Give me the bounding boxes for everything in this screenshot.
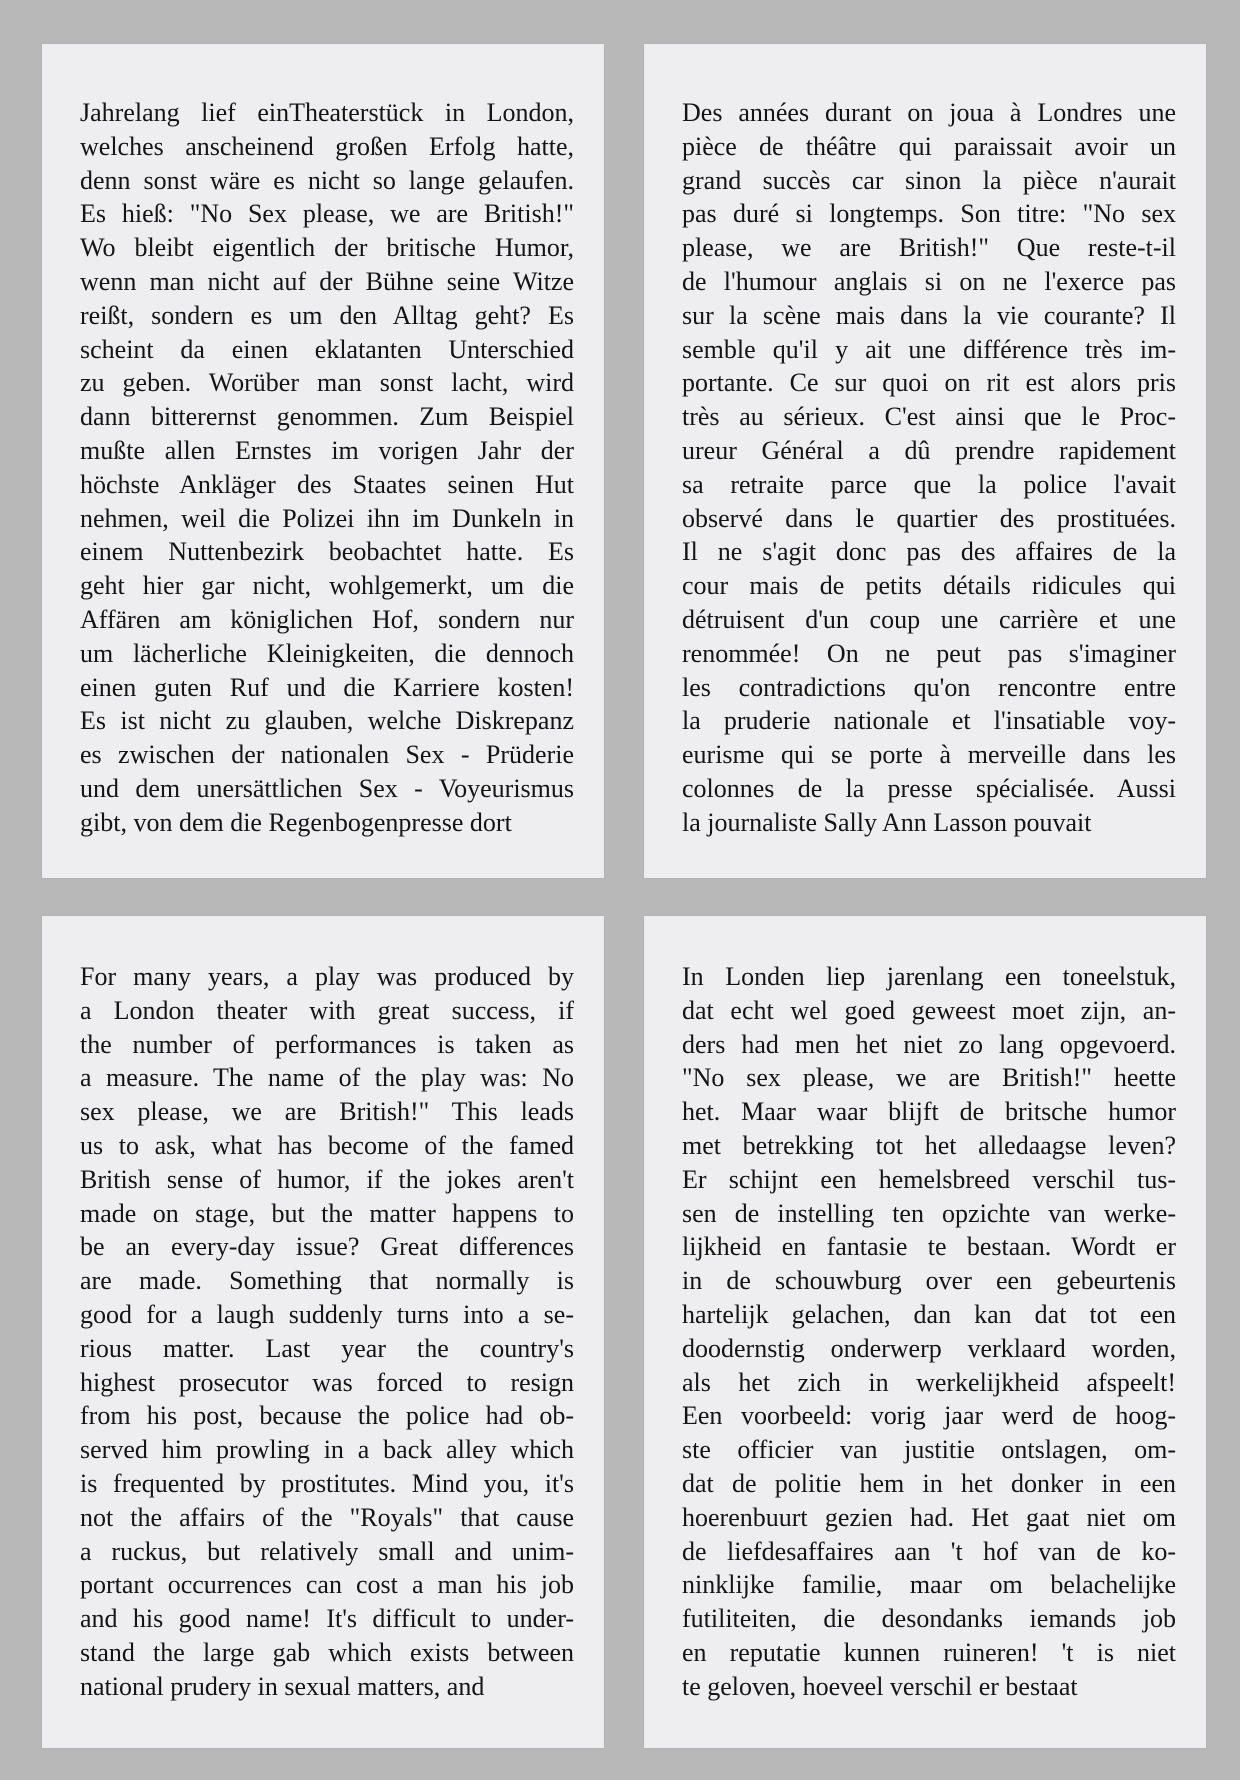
text-line: colonnes de la presse spécialisée. Aussi	[682, 773, 1176, 803]
text-line: hartelijk gelachen, dan kan dat tot een	[682, 1299, 1176, 1329]
text-line: Er schijnt een hemelsbreed verschil tus-	[682, 1164, 1176, 1194]
text-line: In Londen liep jarenlang een toneelstuk,	[682, 962, 1176, 991]
text-line: ders had men het niet zo lang opgevoerd.	[682, 1029, 1176, 1059]
text-line: served him prowling in a back alley which	[80, 1435, 574, 1465]
text-line: sex please, we are British!" This leads	[80, 1097, 574, 1127]
text-line: en reputatie kunnen ruineren! 't is niet	[682, 1637, 1176, 1667]
text-line: geht hier gar nicht, wohlgemerkt, um die	[80, 571, 574, 601]
text-line: are made. Something that normally is	[80, 1266, 574, 1296]
text-line: pas duré si longtemps. Son titre: "No sex	[682, 199, 1176, 229]
text-line: la journaliste Sally Ann Lasson pouvait	[682, 807, 1092, 837]
text-line: For many years, a play was produced by	[80, 962, 574, 991]
dutch-paragraph	[682, 960, 1176, 1704]
text-line: ninklijke familie, maar om belachelijke	[682, 1570, 1176, 1600]
text-line: zu geben. Worüber man sonst lacht, wird	[80, 368, 574, 398]
text-line: très au sérieux. C'est ainsi que le Proc-	[682, 402, 1176, 432]
text-line: lijkheid en fantasie te bestaan. Wordt er	[682, 1232, 1176, 1262]
text-line: be an every-day issue? Great differences	[80, 1232, 574, 1262]
text-line: cour mais de petits détails ridicules qui	[682, 571, 1176, 601]
text-line: welches anscheinend großen Erfolg hatte,	[80, 131, 574, 161]
text-line: British sense of humor, if the jokes aren't	[80, 1164, 574, 1194]
text-line: einen guten Ruf und die Karriere kosten!	[80, 672, 574, 702]
text-line: semble qu'il y ait une différence très im-	[682, 334, 1176, 364]
text-line: es zwischen der nationalen Sex - Prüderie	[80, 740, 574, 770]
text-line: grand succès car sinon la pièce n'aurait	[682, 165, 1176, 195]
text-line: und dem unersättlichen Sex - Voyeurismus	[80, 773, 574, 803]
text-line: portant occurrences can cost a man his job	[80, 1570, 574, 1600]
text-line: and his good name! It's difficult to under-	[80, 1604, 574, 1634]
text-line: please, we are British!" Que reste-t-il	[682, 233, 1176, 263]
text-line: um lächerliche Kleinigkeiten, die dennoch	[80, 638, 574, 668]
text-line: ureur Général a dû prendre rapidement	[682, 435, 1176, 465]
text-line: dat echt wel goed geweest moet zijn, an-	[682, 995, 1176, 1025]
text-line: pièce de théâtre qui paraissait avoir un	[682, 131, 1176, 161]
text-line: eurisme qui se porte à merveille dans les	[682, 740, 1176, 770]
text-line: mußte allen Ernstes im vorigen Jahr der	[80, 435, 574, 465]
text-line: highest prosecutor was forced to resign	[80, 1367, 574, 1397]
text-line: rious matter. Last year the country's	[80, 1333, 574, 1363]
text-line: us to ask, what has become of the famed	[80, 1130, 574, 1160]
text-line: a measure. The name of the play was: No	[80, 1063, 574, 1093]
text-line: is frequented by prostitutes. Mind you, it's	[80, 1468, 574, 1498]
text-line: ste officier van justitie ontslagen, om-	[682, 1435, 1176, 1465]
text-line: Een voorbeeld: vorig jaar werd de hoog-	[682, 1401, 1176, 1431]
text-line: in de schouwburg over een gebeurtenis	[682, 1266, 1176, 1296]
text-line: the number of performances is taken as	[80, 1029, 574, 1059]
text-line: reißt, sondern es um den Alltag geht? Es	[80, 300, 574, 330]
text-line: wenn man nicht auf der Bühne seine Witze	[80, 266, 574, 296]
text-line: dat de politie hem in het donker in een	[682, 1468, 1176, 1498]
text-line: gibt, von dem die Regenbogenpresse dort	[80, 807, 512, 837]
text-line: made on stage, but the matter happens to	[80, 1198, 574, 1228]
text-line: good for a laugh suddenly turns into a se-	[80, 1299, 574, 1329]
text-line: nehmen, weil die Polizei ihn im Dunkeln in	[80, 503, 574, 533]
text-line: la pruderie nationale et l'insatiable voy-	[682, 706, 1176, 736]
text-line: portante. Ce sur quoi on rit est alors pris	[682, 368, 1176, 398]
text-line: höchste Ankläger des Staates seinen Hut	[80, 469, 574, 499]
text-line: Es hieß: "No Sex please, we are British!"	[80, 199, 574, 229]
text-line: Jahrelang lief einTheaterstück in London,	[80, 98, 574, 127]
text-line: scheint da einen eklatanten Unterschied	[80, 334, 574, 364]
dutch-text-panel	[644, 916, 1206, 1748]
text-line: from his post, because the police had ob-	[80, 1401, 574, 1431]
text-line: a London theater with great success, if	[80, 995, 574, 1025]
text-line: Il ne s'agit donc pas des affaires de la	[682, 537, 1176, 567]
text-line: sa retraite parce que la police l'avait	[682, 469, 1176, 499]
text-line: Wo bleibt eigentlich der britische Humor,	[80, 233, 574, 263]
text-line: doodernstig onderwerp verklaard worden,	[682, 1333, 1176, 1363]
text-line: hoerenbuurt gezien had. Het gaat niet om	[682, 1502, 1176, 1532]
french-paragraph	[682, 96, 1176, 840]
text-line: les contradictions qu'on rencontre entre	[682, 672, 1176, 702]
text-line: renommée! On ne peut pas s'imaginer	[682, 638, 1176, 668]
text-line: futiliteiten, die desondanks iemands job	[682, 1604, 1176, 1634]
english-paragraph	[80, 960, 574, 1704]
french-text-panel	[644, 44, 1206, 878]
text-line: te geloven, hoeveel verschil er bestaat	[682, 1671, 1078, 1701]
text-line: détruisent d'un coup une carrière et une	[682, 604, 1176, 634]
text-line: sen de instelling ten opzichte van werke-	[682, 1198, 1176, 1228]
english-text-panel	[42, 916, 604, 1748]
text-line: de liefdesaffaires aan 't hof van de ko-	[682, 1536, 1176, 1566]
german-paragraph	[80, 96, 574, 840]
text-line: "No sex please, we are British!" heette	[682, 1063, 1176, 1093]
text-line: national prudery in sexual matters, and	[80, 1671, 485, 1701]
text-line: Affären am königlichen Hof, sondern nur	[80, 604, 574, 634]
text-line: dann bitterernst genommen. Zum Beispiel	[80, 402, 574, 432]
text-line: het. Maar waar blijft de britsche humor	[682, 1097, 1176, 1127]
text-line: einem Nuttenbezirk beobachtet hatte. Es	[80, 537, 574, 567]
text-line: observé dans le quartier des prostituées.	[682, 503, 1176, 533]
text-line: a ruckus, but relatively small and unim-	[80, 1536, 574, 1566]
text-line: Es ist nicht zu glauben, welche Diskrepanz	[80, 706, 574, 736]
text-line: not the affairs of the "Royals" that cause	[80, 1502, 574, 1532]
text-line: als het zich in werkelijkheid afspeelt!	[682, 1367, 1176, 1397]
text-line: denn sonst wäre es nicht so lange gelaufen.	[80, 165, 574, 195]
text-line: sur la scène mais dans la vie courante? Il	[682, 300, 1176, 330]
text-line: Des années durant on joua à Londres une	[682, 98, 1176, 127]
text-line: met betrekking tot het alledaagse leven?	[682, 1130, 1176, 1160]
text-line: stand the large gab which exists between	[80, 1637, 574, 1667]
text-line: de l'humour anglais si on ne l'exerce pas	[682, 266, 1176, 296]
german-text-panel	[42, 44, 604, 878]
